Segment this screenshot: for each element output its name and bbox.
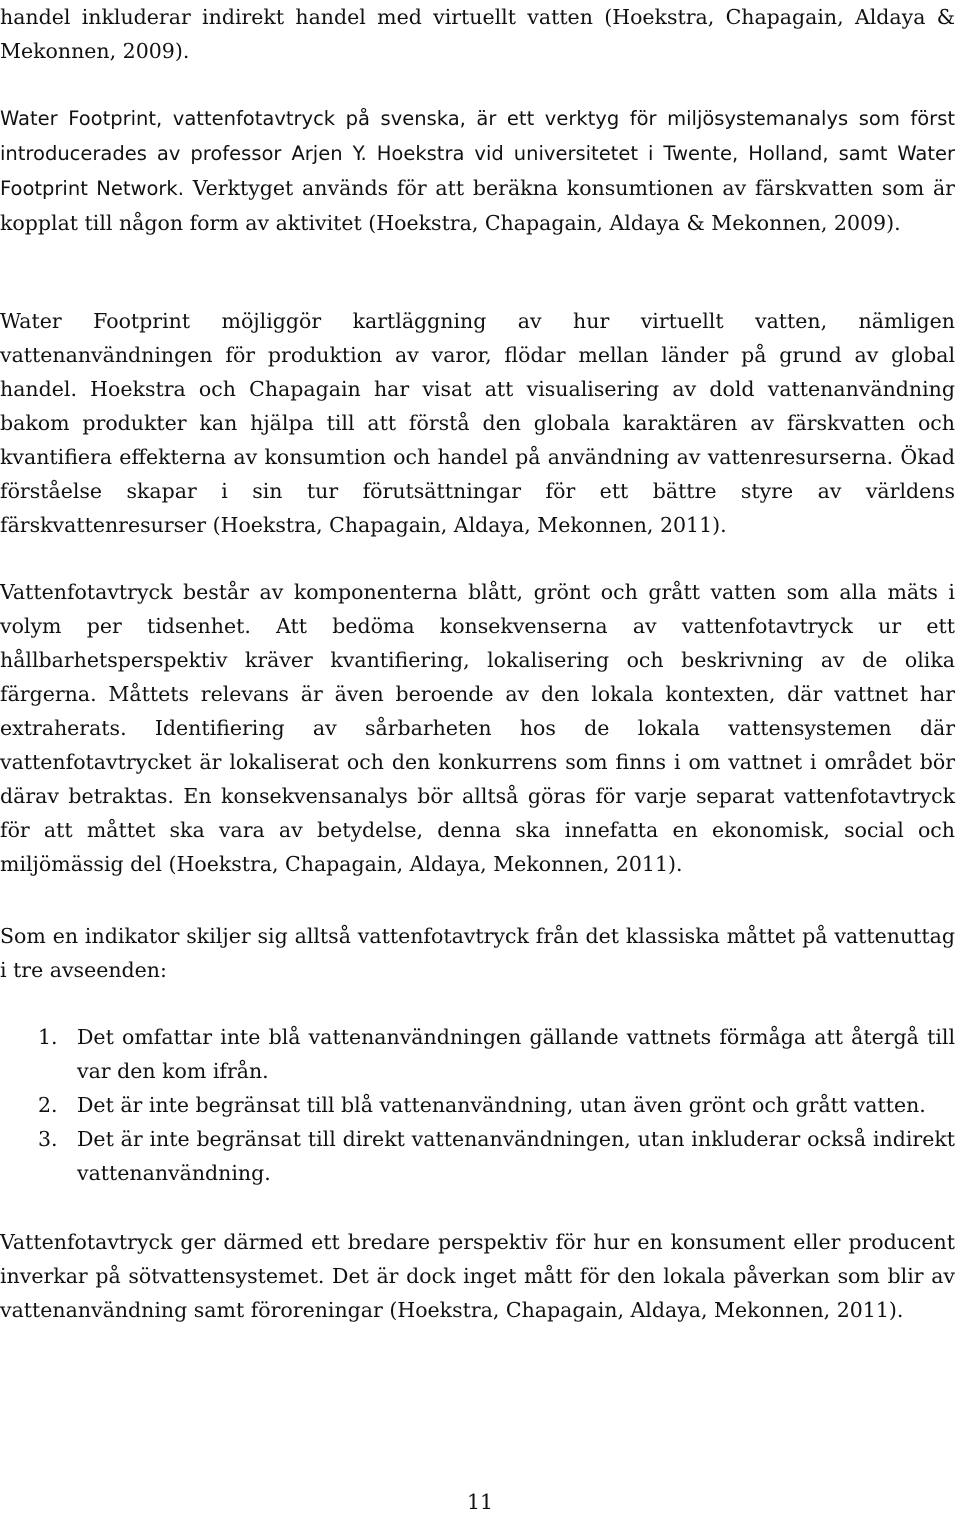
paragraph-indicator-intro: Som en indikator skiljer sig alltså vattenfotavtryck från det klassiska måttet på vattenuttag i tre avseenden:	[0, 924, 955, 982]
list-item	[0, 1122, 955, 1190]
paragraph-sans-segment: Water Footprint, vattenfotavtryck på svenska, är ett verktyg för miljösystemanalys som först introducerades av professor Arjen Y. Hoekstra vid universitetet i Twente, Holland, samt Water Footprint Network.	[0, 107, 955, 200]
list-number: 3.	[38, 1127, 58, 1151]
numbered-list	[0, 1020, 955, 1190]
list-item-text: Det är inte begränsat till direkt vattenanvändningen, utan inkluderar också indirekt vattenanvändning.	[77, 1127, 955, 1185]
list-item-text: Det är inte begränsat till blå vattenanvändning, utan även grönt och grått vatten.	[77, 1093, 926, 1117]
list-item-text: Det omfattar inte blå vattenanvändningen gällande vattnets förmåga att återgå till var den kom ifrån.	[77, 1025, 955, 1083]
paragraph-intro-continuation: handel inkluderar indirekt handel med virtuellt vatten (Hoekstra, Chapagain, Aldaya & Mekonnen, 2009).	[0, 5, 955, 63]
paragraph-conclusion: Vattenfotavtryck ger därmed ett bredare perspektiv för hur en konsument eller producent inverkar på sötvattensystemet. Det är dock inget mått för den lokala påverkan som blir av vattenanvändning samt föroreningar (Hoekstra, Chapagain, Aldaya, Mekonnen, 2011).	[0, 1230, 955, 1322]
page-number: 11	[466, 1490, 494, 1514]
list-item	[0, 1020, 955, 1088]
list-number: 1.	[38, 1025, 58, 1049]
list-number: 2.	[38, 1093, 58, 1117]
paragraph-footprint-components: Vattenfotavtryck består av komponenterna blått, grönt och grått vatten som alla mäts i volym per tidsenhet. Att bedöma konsekvenserna av vattenfotavtryck ur ett hållbarhetsperspektiv kräver kvantifiering, lokalisering och beskrivning av de olika färgerna. Måttets relevans är även beroende av den lokala kontexten, där vattnet har extraherats. Identifiering av sårbarheten hos de lokala vattensystemen där vattenfotavtrycket är lokaliserat och den konkurrens som finns i om vattnet i området bör därav betraktas. En konsekvensanalys bör alltså göras för varje separat vattenfotavtryck för att måttet ska vara av betydelse, denna ska innefatta en ekonomisk, social och miljömässig del (Hoekstra, Chapagain, Aldaya, Mekonnen, 2011).	[0, 580, 955, 876]
paragraph-water-footprint-origin	[0, 101, 955, 240]
list-item	[0, 1088, 955, 1122]
paragraph-virtual-water-mapping: Water Footprint möjliggör kartläggning av hur virtuellt vatten, nämligen vattenanvändningen för produktion av varor, flödar mellan länder på grund av global handel. Hoekstra och Chapagain har visat att visualisering av dold vattenanvändning bakom produkter kan hjälpa till att förstå den globala karaktären av färskvatten och kvantifiera effekterna av konsumtion och handel på användning av vattenresurserna. Ökad förståelse skapar i sin tur förutsättningar för ett bättre styre av världens färskvattenresurser (Hoekstra, Chapagain, Aldaya, Mekonnen, 2011).	[0, 309, 955, 537]
paragraph-serif-segment: Verktyget används för att beräkna konsumtionen av färskvatten som är kopplat till någon form av aktivitet (Hoekstra, Chapagain, Aldaya & Mekonnen, 2009).	[0, 176, 955, 235]
